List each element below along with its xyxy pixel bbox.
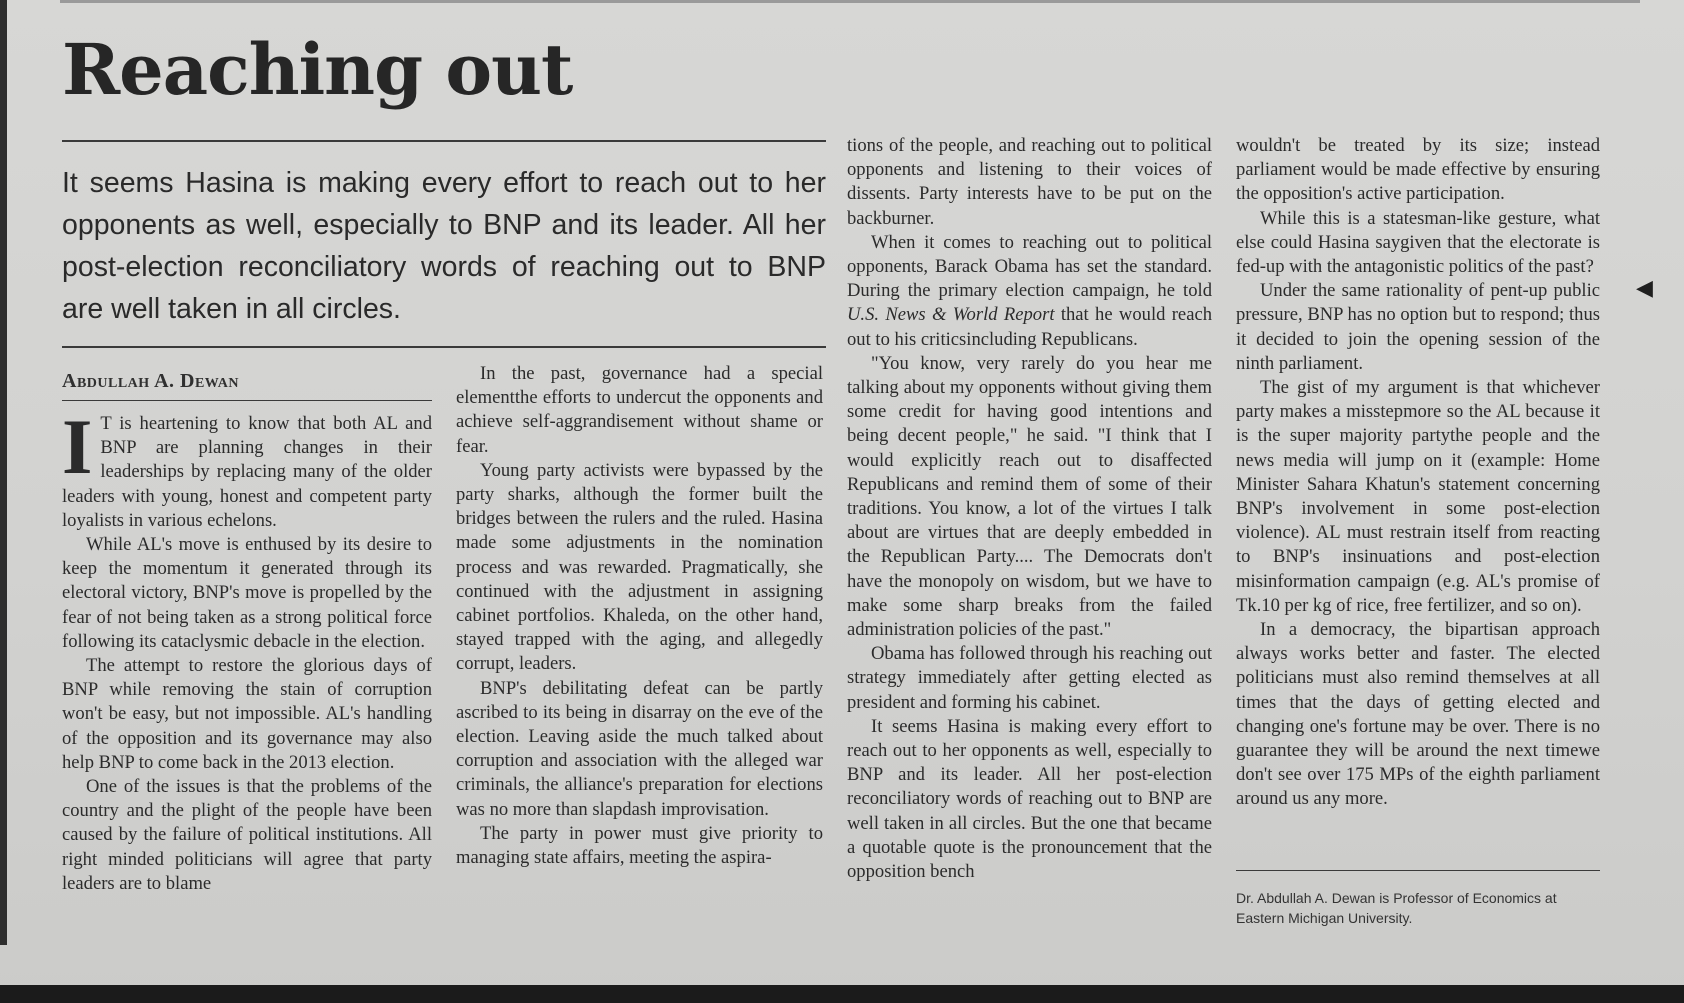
page-left-edge bbox=[0, 0, 7, 945]
paragraph: In the past, governance had a special elementthe efforts to undercut the opponents and achieve self-aggrandisement without shame or fear. bbox=[456, 363, 823, 457]
byline-rule bbox=[62, 400, 432, 401]
page-bottom-edge bbox=[0, 985, 1684, 1003]
paragraph-text: When it comes to reaching out to political opponents, Barack Obama has set the standard. During the primary election campaign, he told bbox=[847, 231, 1212, 302]
author-footnote: Dr. Abdullah A. Dewan is Professor of Economics at Eastern Michigan University. bbox=[1236, 890, 1557, 926]
drop-cap: I bbox=[62, 403, 93, 490]
article-column-2 bbox=[456, 362, 823, 870]
paragraph: The attempt to restore the glorious days of BNP while removing the stain of corruption won't be easy, but not impossible. AL's handling of the opposition and its governance may also help BNP to come back in the 2013 election. bbox=[62, 655, 432, 773]
footnote-rule bbox=[1236, 870, 1600, 871]
arrow-marker-icon: ◀ bbox=[1636, 276, 1653, 301]
paragraph: While AL's move is enthused by its desire to keep the momentum it generated through its electoral victory, BNP's move is propelled by the fear of not being taken as a strong political force following its cataclysmic debacle in the election. bbox=[62, 534, 432, 652]
deck-bottom-rule bbox=[62, 346, 826, 348]
deck: It seems Hasina is making every effort to reach out to her opponents as well, especially to BNP and its leader. All her post-election reconciliatory words of reaching out to BNP are well taken in all circles. bbox=[62, 167, 826, 325]
paragraph: The gist of my argument is that whichever party makes a misstepmore so the AL because it is the super majority partythe people and the news media will jump on it (example: Home Minister Sahara Khatun's statement concerning BNP's involvement in some post-election violence). AL must restrain itself from reacting to BNP's insinuations and post-election misinformation campaign (e.g. AL's promise of Tk.10 per kg of rice, free fertilizer, and so on). bbox=[1236, 377, 1600, 616]
paragraph: One of the issues is that the problems of the country and the plight of the people have been caused by the failure of political institutions. All right minded politicians will agree that party leaders are to blame bbox=[62, 776, 432, 894]
byline: Abdullah A. Dewan bbox=[62, 370, 239, 392]
top-border bbox=[60, 0, 1640, 3]
paragraph-text: T is heartening to know that both AL and BNP are planning changes in their leaderships by replacing many of the older leaders with young, honest and competent party loyalists in various echelons. bbox=[62, 413, 432, 531]
paragraph: BNP's debilitating defeat can be partly ascribed to its being in disarray on the eve of the election. Leaving aside the much talked about corruption and association with the alleged war criminals, the alliance's preparation for elections was no more than slapdash improvisation. bbox=[456, 677, 823, 820]
paragraph: "You know, very rarely do you hear me talking about my opponents without giving them some credit for having good intentions and being decent people," he said. "I think that I would explicitly reach out to disaffected Republicans and remind them of some of their traditions. You know, a lot of the virtues I talk about are virtues that are deeply embedded in the Republican Party.... The Democrats don't have the monopoly on wisdom, but we have to make some sharp breaks from the failed administration policies of the past." bbox=[847, 352, 1212, 641]
publication-name: U.S. News & World Report bbox=[847, 304, 1055, 326]
deck-top-rule bbox=[62, 140, 826, 142]
article-column-4 bbox=[1236, 134, 1600, 812]
article-column-1 bbox=[62, 403, 432, 896]
paragraph: It seems Hasina is making every effort to reach out to her opponents as well, especially to BNP and its leader. All her post-election reconciliatory words of reaching out to BNP are well taken in all circles. But the one that became a quotable quote is the pronouncement that the opposition bench bbox=[847, 715, 1212, 883]
paragraph bbox=[847, 231, 1212, 352]
headline: Reaching out bbox=[62, 28, 573, 111]
paragraph-text: that he would reach out to his criticsincluding Republicans. bbox=[847, 304, 1212, 350]
paragraph: Obama has followed through his reaching out strategy immediately after getting elected as president and forming his cabinet. bbox=[847, 643, 1212, 713]
paragraph: While this is a statesman-like gesture, what else could Hasina saygiven that the electorate is fed-up with the antagonistic politics of the past? bbox=[1236, 207, 1600, 278]
paragraph: In a democracy, the bipartisan approach always works better and faster. The elected politicians must also remind themselves at all times that the days of getting elected and changing one's fortune may be over. There is no guarantee they will be around the next timewe don't see over 175 MPs of the eighth parliament around us any more. bbox=[1236, 619, 1600, 810]
paragraph: The party in power must give priority to managing state affairs, meeting the aspira- bbox=[456, 822, 823, 869]
paragraph: Young party activists were bypassed by the party sharks, although the former built the bridges between the rulers and the ruled. Hasina made some adjustments in the nomination process and was rewarded. Pragmatically, she continued with the adjustment in assigning cabinet portfolios. Khaleda, on the other hand, stayed trapped with the aging, and allegedly corrupt, leaders. bbox=[456, 459, 823, 675]
paragraph: Under the same rationality of pent-up public pressure, BNP has no option but to respond; thus it decided to join the opening session of the ninth parliament. bbox=[1236, 280, 1600, 374]
paragraph: wouldn't be treated by its size; instead parliament would be made effective by ensuring the opposition's active participation. bbox=[1236, 135, 1600, 205]
article-column-3 bbox=[847, 134, 1212, 884]
paragraph bbox=[62, 403, 432, 533]
paragraph: tions of the people, and reaching out to political opponents and listening to their voices of dissents. Party interests have to be put on the backburner. bbox=[847, 135, 1212, 229]
